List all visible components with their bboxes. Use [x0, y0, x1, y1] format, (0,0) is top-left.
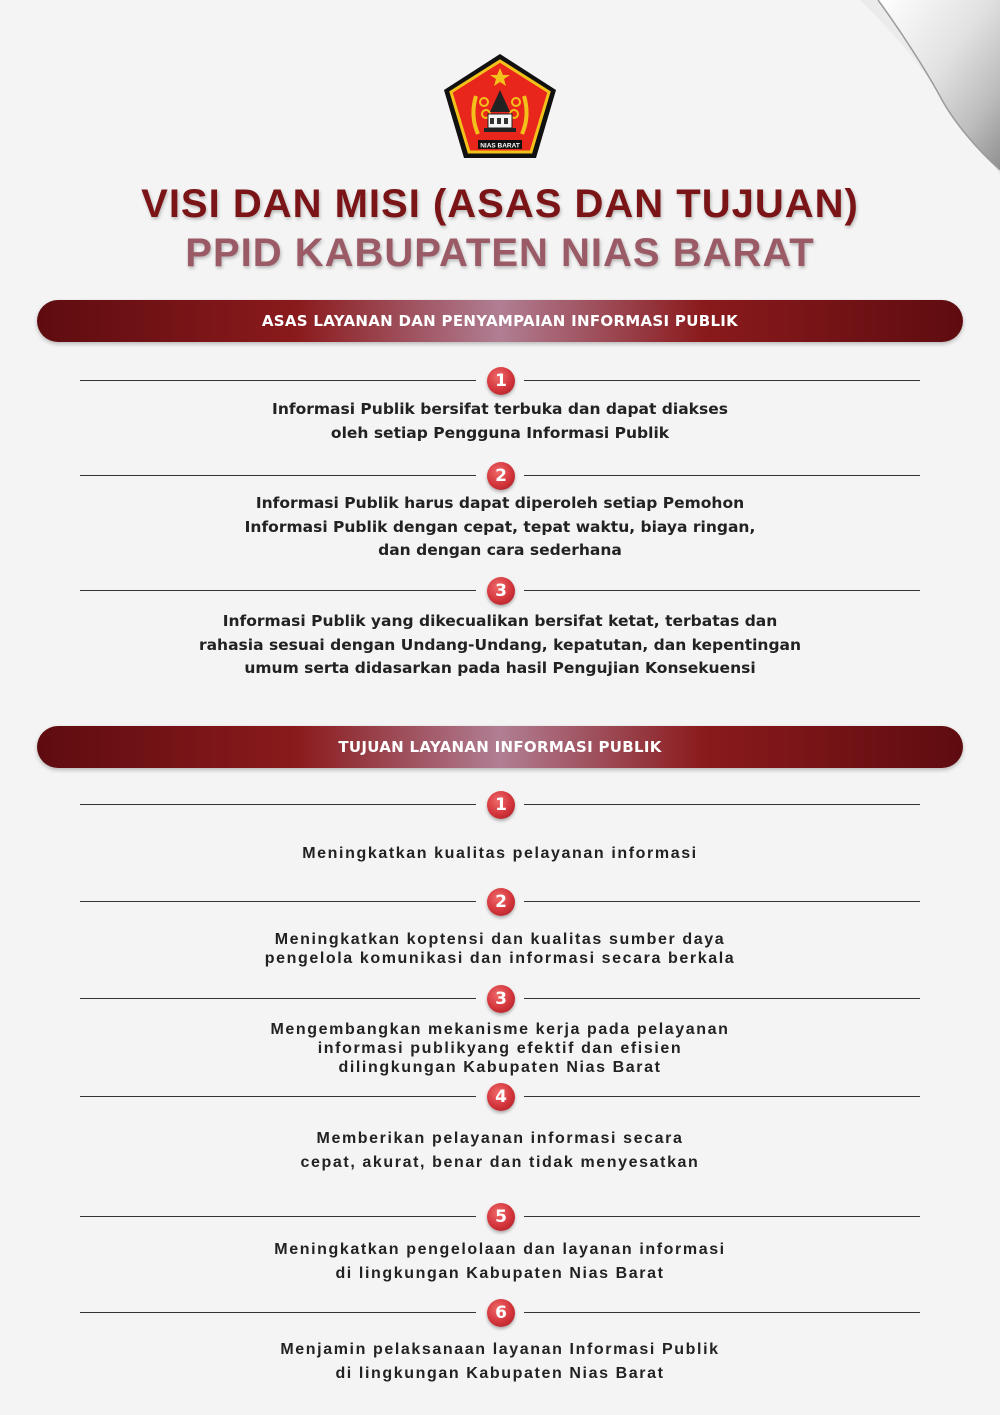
text-line: Informasi Publik bersifat terbuka dan dapat diakses [272, 400, 728, 418]
text-line: dilingkungan Kabupaten Nias Barat [338, 1059, 662, 1076]
text-line: di lingkungan Kabupaten Nias Barat [335, 1265, 665, 1282]
text-line: di lingkungan Kabupaten Nias Barat [335, 1365, 665, 1382]
text-line: dan dengan cara sederhana [378, 541, 622, 559]
text-line: Memberikan pelayanan informasi secara [316, 1130, 684, 1147]
text-line: Meningkatkan kualitas pelayanan informasi [302, 845, 698, 862]
text-line: oleh setiap Pengguna Informasi Publik [330, 423, 670, 442]
tujuan-item-2-text [0, 930, 1000, 968]
tujuan-item-5-divider [80, 1207, 920, 1227]
asas-item-1-divider [80, 371, 920, 391]
text-line: Informasi Publik harus dapat diperoleh setiap Pemohon [255, 494, 745, 512]
text-line: rahasia sesuai dengan Undang-Undang, kepatutan, dan kepentingan [198, 635, 802, 654]
tujuan-section-heading: TUJUAN LAYANAN INFORMASI PUBLIK [37, 726, 963, 768]
page-curl [860, 0, 1000, 175]
asas-item-1-text [0, 398, 1000, 445]
tujuan-item-4-number-badge: 4 [487, 1083, 515, 1111]
tujuan-item-6-text [0, 1338, 1000, 1386]
asas-item-2-number-badge: 2 [487, 462, 515, 490]
text-line: cepat, akurat, benar dan tidak menyesatkan [300, 1154, 700, 1171]
asas-item-2-text [0, 492, 1000, 563]
text-line: Meningkatkan pengelolaan dan layanan informasi [274, 1241, 726, 1258]
tujuan-item-1-divider [80, 795, 920, 815]
tujuan-item-1-number-badge: 1 [487, 791, 515, 819]
asas-item-3-number-badge: 3 [487, 577, 515, 605]
title-line-2: PPID KABUPATEN NIAS BARAT [185, 231, 815, 275]
tujuan-item-4-divider [80, 1087, 920, 1107]
nias-barat-emblem [440, 50, 560, 162]
text-line: Informasi Publik yang dikecualikan bersifat ketat, terbatas dan [222, 612, 778, 630]
text-line: Meningkatkan koptensi dan kualitas sumber daya [274, 931, 726, 948]
tujuan-item-4-text [0, 1127, 1000, 1175]
title-line-1: VISI DAN MISI (ASAS DAN TUJUAN) [141, 182, 859, 226]
asas-section-heading: ASAS LAYANAN DAN PENYAMPAIAN INFORMASI PUBLIK [37, 300, 963, 342]
text-line: informasi publikyang efektif dan efisien [317, 1040, 683, 1057]
tujuan-item-2-number-badge: 2 [487, 888, 515, 916]
text-line: pengelola komunikasi dan informasi secara berkala [264, 950, 736, 967]
tujuan-item-6-number-badge: 6 [487, 1299, 515, 1327]
asas-item-1-number-badge: 1 [487, 367, 515, 395]
tujuan-item-1-text [0, 842, 1000, 866]
tujuan-item-2-divider [80, 892, 920, 912]
asas-item-3-divider [80, 581, 920, 601]
tujuan-item-3-text [0, 1020, 1000, 1077]
asas-item-2-divider [80, 466, 920, 486]
text-line: Mengembangkan mekanisme kerja pada pelayanan [270, 1021, 730, 1038]
text-line: Menjamin pelaksanaan layanan Informasi Publik [280, 1341, 720, 1358]
asas-item-3-text [0, 610, 1000, 681]
tujuan-item-6-divider [80, 1303, 920, 1323]
text-line: umum serta didasarkan pada hasil Pengujian Konsekuensi [244, 659, 756, 677]
logo-caption: NIAS BARAT [480, 142, 520, 150]
tujuan-item-3-divider [80, 989, 920, 1009]
tujuan-item-5-text [0, 1238, 1000, 1286]
tujuan-item-3-number-badge: 3 [487, 985, 515, 1013]
tujuan-item-5-number-badge: 5 [487, 1203, 515, 1231]
text-line: Informasi Publik dengan cepat, tepat waktu, biaya ringan, [244, 517, 756, 536]
